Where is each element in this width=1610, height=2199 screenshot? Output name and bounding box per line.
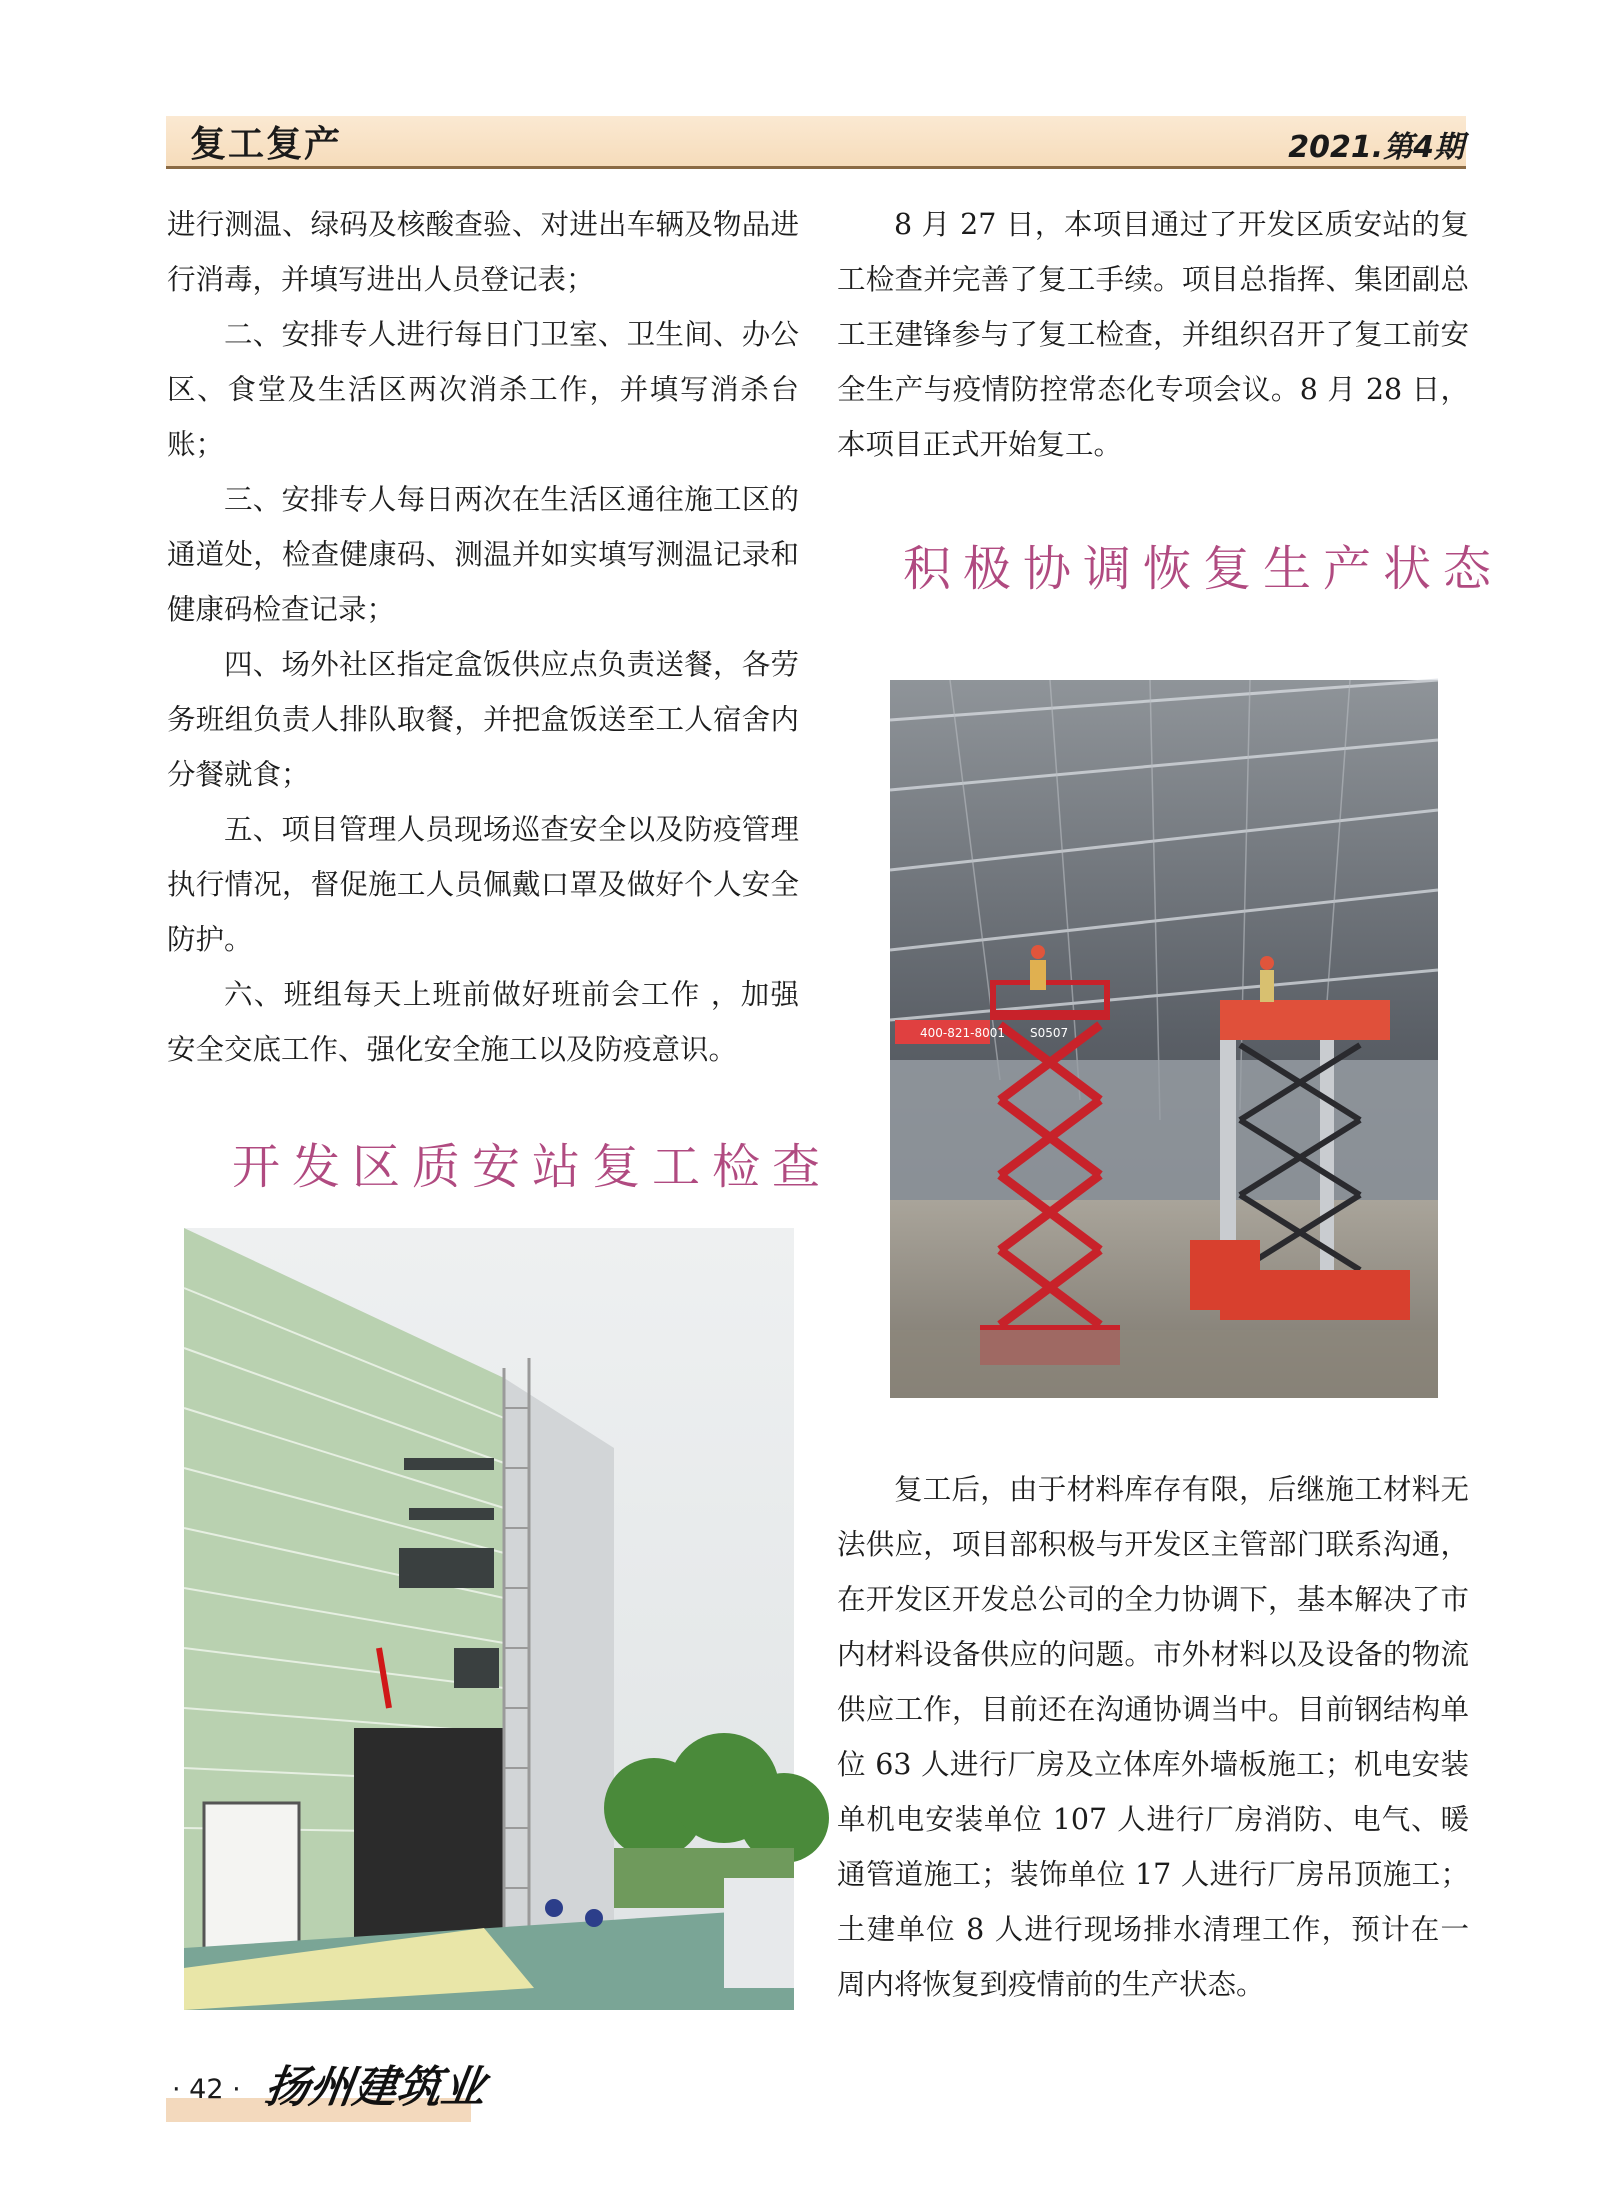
paragraph: 复工后，由于材料库存有限，后继施工材料无法供应，项目部积极与开发区主管部门联系沟通，在开发区开发总公司的全力协调下，基本解决了市内材料设备供应的问题。市外材料以及设备的物流供应工作，目前还在沟通协调当中。目前钢结构单位 63 人进行厂房及立体库外墙板施工；机电安装单机电安装单位 107 人进行厂房消防、电气、暖通管道施工；装饰单位 17 人进行厂房吊顶施工；土建单位 8 人进行现场排水清理工作，预计在一周内将恢复到疫情前的生产状态。 [837,1473,1469,2001]
paragraph: 三、安排专人每日两次在生活区通往施工区的通道处，检查健康码、测温并如实填写测温记录和健康码检查记录； [167,483,799,626]
header-band [166,116,1466,169]
lift-label-text: 400-821-8001 [920,1026,1006,1040]
right-column-text-top [837,197,1469,472]
section-heading-inspection: 开发区质安站复工检查 [232,1139,833,1195]
factory-interior-photo [890,680,1438,1398]
section-heading-coordination: 积极协调恢复生产状态 [903,541,1504,597]
paragraph: 二、安排专人进行每日门卫室、卫生间、办公区、食堂及生活区两次消杀工作，并填写消杀台账； [167,318,799,461]
masthead-calligraphy-logo [261,2054,489,2116]
paragraph: 进行测温、绿码及核酸查验、对进出车辆及物品进行消毒，并填写进出人员登记表； [167,208,799,296]
lift-model-text: S0507 [1030,1026,1069,1040]
paragraph: 五、项目管理人员现场巡查安全以及防疫管理执行情况，督促施工人员佩戴口罩及做好个人安全防护。 [167,813,799,956]
right-column-text-bottom [837,1462,1469,2012]
page-number: · 42 · [172,2074,241,2105]
left-column-text [167,197,799,1077]
section-title: 复工复产 [190,124,343,165]
building-exterior-photo [184,1228,794,2010]
paragraph: 8 月 27 日，本项目通过了开发区质安站的复工检查并完善了复工手续。项目总指挥、集团副总工王建锋参与了复工检查，并组织召开了复工前安全生产与疫情防控常态化专项会议。8 月 28 日，本项目正式开始复工。 [837,208,1469,461]
paragraph: 六、班组每天上班前做好班前会工作 ，加强安全交底工作、强化安全施工以及防疫意识。 [167,978,799,1066]
svg-text:扬州建筑业: 扬州建筑业 [261,2061,489,2113]
issue-number: 2021.第4期 [1288,130,1464,165]
paragraph: 四、场外社区指定盒饭供应点负责送餐，各劳务班组负责人排队取餐，并把盒饭送至工人宿舍内分餐就食； [167,648,799,791]
